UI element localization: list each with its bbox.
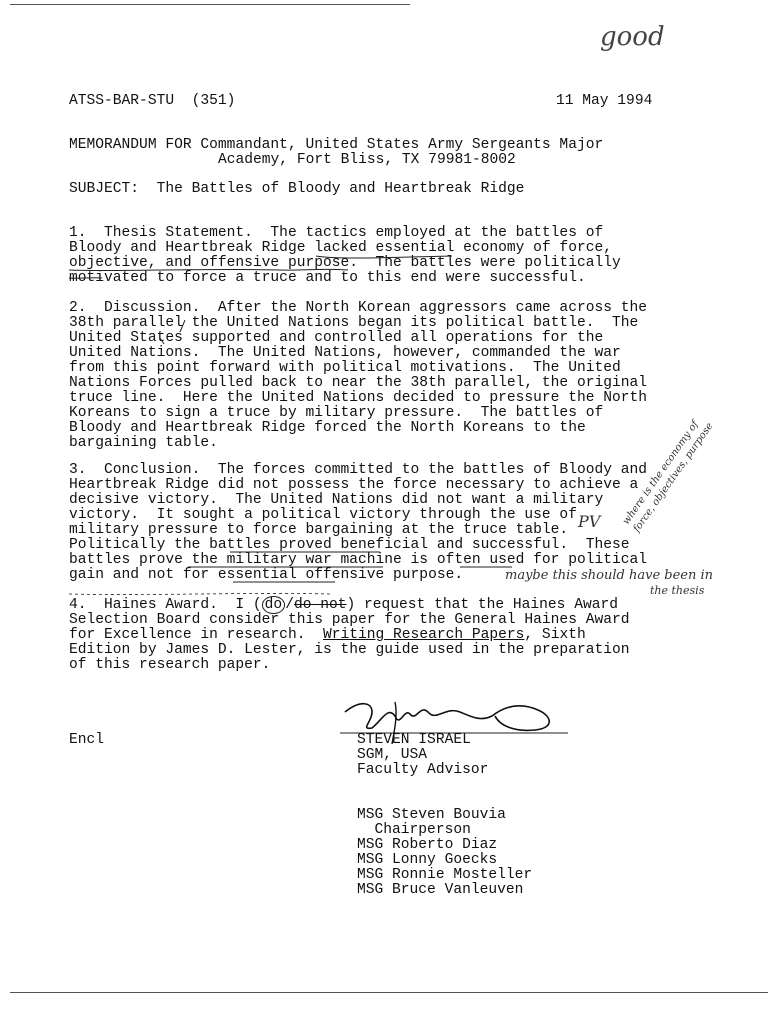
board-member: MSG Bruce Vanleuven (357, 882, 524, 898)
thesis-line: objective, and offensive purpose. The battles were politically (69, 255, 621, 271)
paragraph-thesis (69, 226, 669, 286)
discussion-line: Nations Forces pulled back to near the 38th parallel, the original (69, 375, 648, 391)
signer-rank: SGM, USA (357, 747, 428, 763)
discussion-line: 2. Discussion. After the North Korean aggressors came across the (69, 300, 648, 316)
side-handwritten-note: where is the economy of force, objectives, purpose (620, 419, 716, 535)
board-member: MSG Ronnie Mosteller (357, 867, 533, 883)
thesis-line: motivated to force a truce and to this end were successful. (69, 270, 586, 286)
office-symbol: ATSS-BAR-STU (351) (69, 93, 236, 109)
discussion-line: 38th parallel the United Nations began its political battle. The (69, 315, 639, 331)
discussion-line: Koreans to sign a truce by military pressure. The battles of (69, 405, 604, 421)
bottom-handwritten-note-1: maybe this should have been in (505, 568, 714, 583)
conclusion-line: decisive victory. The United Nations did not want a military (69, 492, 604, 508)
bottom-rule (10, 992, 768, 993)
board-member: MSG Steven Bouvia (357, 807, 506, 823)
discussion-line: from this point forward with political motivations. The United (69, 360, 621, 376)
haines-text: ) request that the Haines Award (346, 597, 618, 613)
slash-separator: / (285, 597, 294, 613)
haines-line-2: Selection Board consider this paper for the General Haines Award (69, 612, 630, 628)
haines-text: for Excellence in research. (69, 627, 323, 643)
haines-text: , Sixth (524, 627, 586, 643)
haines-line-5: of this research paper. (69, 657, 271, 673)
thesis-line: 1. Thesis Statement. The tactics employed at the battles of (69, 225, 604, 241)
board-member: MSG Lonny Goecks (357, 852, 498, 868)
discussion-line: United Nations. The United Nations, however, commanded the war (69, 345, 621, 361)
haines-line-3 (69, 628, 669, 643)
conclusion-line: Heartbreak Ridge did not possess the force necessary to achieve a (69, 477, 639, 493)
top-rule (10, 4, 410, 5)
haines-line-4: Edition by James D. Lester, is the guide used in the preparation (69, 642, 630, 658)
thesis-line: Bloody and Heartbreak Ridge lacked essential economy of force, (69, 240, 612, 256)
paragraph-haines-award (69, 598, 669, 673)
subject-line: SUBJECT: The Battles of Bloody and Heartbreak Ridge (69, 181, 525, 197)
haines-text: 4. Haines Award. I ( (69, 597, 262, 613)
bottom-handwritten-note-2: the thesis (650, 584, 705, 597)
conclusion-line: gain and not for essential offensive purpose. (69, 567, 464, 583)
discussion-line: bargaining table. (69, 435, 218, 451)
signer-title: Faculty Advisor (357, 762, 489, 778)
discussion-line: truce line. Here the United Nations decided to pressure the North (69, 390, 648, 406)
paragraph-discussion (69, 301, 669, 451)
discussion-line: United States supported and controlled all operations for the (69, 330, 604, 346)
conclusion-line: victory. It sought a political victory through the use of (69, 507, 577, 523)
signer-name: STEVEN ISRAEL (357, 732, 471, 748)
book-title: Writing Research Papers (322, 627, 525, 643)
discussion-line: Bloody and Heartbreak Ridge forced the North Koreans to the (69, 420, 586, 436)
memo-for-line-2: Academy, Fort Bliss, TX 79981-8002 (218, 152, 516, 168)
board-member: Chairperson (357, 822, 471, 838)
do-choice-circled: do (262, 596, 286, 614)
conclusion-line: military pressure to force bargaining at the truce table. (69, 522, 569, 538)
memo-for-line-1: MEMORANDUM FOR Commandant, United States Army Sergeants Major (69, 137, 604, 153)
board-member: MSG Roberto Diaz (357, 837, 498, 853)
margin-pv-note: PV (578, 512, 601, 531)
memo-date: 11 May 1994 (556, 93, 653, 109)
enclosure-label: Encl (69, 732, 105, 748)
haines-line-1 (69, 598, 669, 613)
conclusion-line: 3. Conclusion. The forces committed to the battles of Bloody and (69, 462, 648, 478)
top-handwritten-note: good (600, 22, 665, 52)
conclusion-line: battles prove the military war machine is often used for political (69, 552, 648, 568)
do-not-choice-struck: do not (293, 597, 347, 613)
conclusion-line: Politically the battles proved beneficial and successful. These (69, 537, 630, 553)
